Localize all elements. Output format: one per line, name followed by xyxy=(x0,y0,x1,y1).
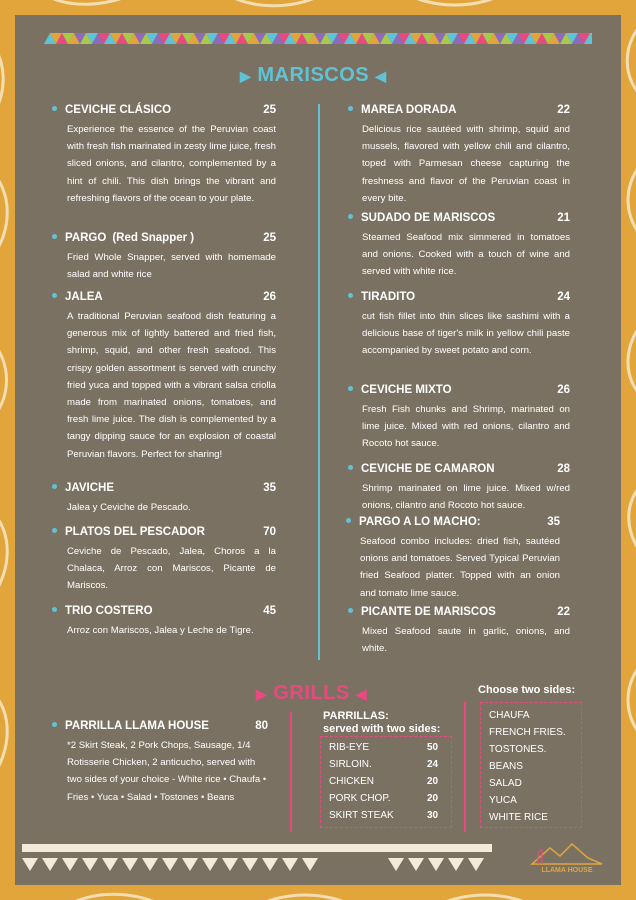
item-subname: (Red Snapper ) xyxy=(112,232,195,244)
arrow-left-icon: ◀ xyxy=(375,68,387,84)
item-description: Shrimp marinated on lime juice. Mixed w/red onions, cilantro and Rocoto hot sauce. xyxy=(362,483,570,512)
bottom-triangle xyxy=(428,858,444,871)
bottom-triangle-border xyxy=(22,858,522,872)
item-description: Fresh Fish chunks and Shrimp, marinated on lime juice. Mixed with red onions, cilantro and Rocoto hot sauce. xyxy=(362,404,570,450)
bottom-triangle xyxy=(82,858,98,871)
bottom-triangle xyxy=(262,858,278,871)
parrilla-price: 20 xyxy=(427,793,439,804)
menu-item-trio-costero xyxy=(52,605,276,639)
item-description: Mixed Seafood saute in garlic, onions, and white. xyxy=(362,626,570,655)
bullet-icon xyxy=(52,607,57,612)
item-name: PICANTE DE MARISCOS xyxy=(361,606,496,618)
mariscos-section-title: ▶ MARISCOS ◀ xyxy=(240,64,387,86)
bottom-triangle xyxy=(122,858,138,871)
parrilla-name: SIRLOIN. xyxy=(329,759,372,770)
item-description: Fried Whole Snapper, served with homemade salad and white rice xyxy=(67,252,276,281)
item-price: 25 xyxy=(263,104,276,116)
item-price: 35 xyxy=(263,482,276,494)
top-triangle-banner xyxy=(44,33,592,44)
menu-item-ceviche-de-camaron xyxy=(348,463,570,514)
side-item: WHITE RICE xyxy=(489,812,548,823)
bottom-triangle xyxy=(182,858,198,871)
parrilla-row xyxy=(329,807,451,824)
menu-item-jalea xyxy=(52,291,276,463)
parrilla-price: 24 xyxy=(427,759,439,770)
bullet-icon xyxy=(52,106,57,111)
item-price: 22 xyxy=(557,606,570,618)
item-description: Ceviche de Pescado, Jalea, Choros a la Chalaca, Arroz con Mariscos, Picante de Mariscos. xyxy=(67,546,276,592)
item-description: *2 Skirt Steak, 2 Pork Chops, Sausage, 1/4 Rotisserie Chicken, 2 anticucho, served with two sides of your choice - White rice • Chaufa • Fries • Yuca • Salad • Tostones • Beans xyxy=(67,740,267,803)
bullet-icon xyxy=(52,722,57,727)
bottom-triangle xyxy=(22,858,38,871)
parrillas-price-list xyxy=(320,736,452,828)
item-name: JAVICHE xyxy=(65,482,114,494)
arrow-right-icon: ▶ xyxy=(240,68,252,84)
item-name: PLATOS DEL PESCADOR xyxy=(65,526,205,538)
item-description: Seafood combo includes: dried fish, sautéed onions and tomatoes. Served Typical Peruvian fried Seafood platter. Topped with an onion and tomato lime sauce. xyxy=(360,536,560,599)
bottom-triangle xyxy=(242,858,258,871)
menu-item-picante-de-mariscos xyxy=(348,606,570,657)
logo-text: LLAMA HOUSE xyxy=(541,867,593,874)
side-item: CHAUFA xyxy=(489,710,530,721)
bottom-triangle xyxy=(202,858,218,871)
parrilla-row xyxy=(329,756,451,773)
item-price: 45 xyxy=(263,605,276,617)
sides-title: Choose two sides: xyxy=(478,684,576,696)
bullet-icon xyxy=(348,608,353,613)
bottom-triangle xyxy=(42,858,58,871)
item-price: 28 xyxy=(557,463,570,475)
item-name: JALEA xyxy=(65,291,103,303)
parrilla-name: CHICKEN xyxy=(329,776,375,787)
menu-item-ceviche-clasico xyxy=(52,104,276,207)
item-name: SUDADO DE MARISCOS xyxy=(361,212,496,224)
item-price: 24 xyxy=(557,291,570,303)
bottom-triangle xyxy=(102,858,118,871)
menu-item-marea-dorada xyxy=(348,104,570,207)
arrow-left-icon: ◀ xyxy=(355,686,368,702)
bullet-icon xyxy=(348,465,353,470)
item-price: 35 xyxy=(547,516,560,528)
bottom-triangle xyxy=(448,858,464,871)
parrilla-row xyxy=(329,790,451,807)
parrilla-price: 30 xyxy=(427,810,439,821)
item-name: MAREA DORADA xyxy=(361,104,457,116)
item-price: 25 xyxy=(263,232,276,244)
item-price: 70 xyxy=(263,526,276,538)
menu-item-parrilla-llama-house xyxy=(52,720,268,806)
menu-item-tiradito xyxy=(348,291,570,360)
grills-divider-left xyxy=(290,712,292,832)
item-name: PARGO A LO MACHO: xyxy=(359,516,481,528)
grills-section-title: ▶ GRILLS ◀ xyxy=(256,682,368,704)
bottom-triangle xyxy=(142,858,158,871)
bottom-triangle xyxy=(408,858,424,871)
bottom-bar xyxy=(22,844,492,852)
parrilla-row xyxy=(329,773,451,790)
bullet-icon xyxy=(52,234,57,239)
menu-item-platos-del-pescador xyxy=(52,526,276,595)
bullet-icon xyxy=(348,214,353,219)
item-description: Jalea y Ceviche de Pescado. xyxy=(67,502,191,513)
item-price: 22 xyxy=(557,104,570,116)
bottom-triangle xyxy=(302,858,318,871)
bullet-icon xyxy=(52,484,57,489)
parrilla-name: RIB-EYE xyxy=(329,742,370,753)
bottom-triangle xyxy=(282,858,298,871)
item-price: 26 xyxy=(557,384,570,396)
item-price: 21 xyxy=(557,212,570,224)
item-name: TRIO COSTERO xyxy=(65,605,153,617)
parrillas-title: PARRILLAS: served with two sides: xyxy=(323,710,441,735)
item-name: TIRADITO xyxy=(361,291,416,303)
bottom-triangle xyxy=(162,858,178,871)
item-description: cut fish fillet into thin slices like sashimi with a delicious base of tiger's milk in yellow chili paste accompanied by sweet potato and corn. xyxy=(362,311,570,357)
parrilla-row xyxy=(329,739,451,756)
parrilla-price: 20 xyxy=(427,776,439,787)
bullet-icon xyxy=(348,386,353,391)
menu-item-javiche xyxy=(52,482,276,516)
item-name: CEVICHE CLÁSICO xyxy=(65,104,172,116)
side-item: BEANS xyxy=(489,761,523,772)
item-name: CEVICHE MIXTO xyxy=(361,384,452,396)
parrilla-name: PORK CHOP. xyxy=(329,793,391,804)
item-description: Experience the essence of the Peruvian coast with fresh fish marinated in zesty lime juice, fresh sliced onions, and cilantro, complemented by a hint of chili. This dish brings the vibrant and refreshing flavors of the ocean to your plate. xyxy=(67,124,276,204)
item-name: PARGO xyxy=(65,232,107,244)
side-item: YUCA xyxy=(489,795,517,806)
item-description: Arroz con Mariscos, Jalea y Leche de Tigre. xyxy=(67,625,254,636)
menu-item-pargo xyxy=(52,232,276,283)
bullet-icon xyxy=(52,293,57,298)
llama-house-logo xyxy=(528,838,606,876)
bullet-icon xyxy=(348,293,353,298)
menu-item-ceviche-mixto xyxy=(348,384,570,453)
parrilla-name: SKIRT STEAK xyxy=(329,810,394,821)
bottom-triangle xyxy=(388,858,404,871)
menu-item-pargo-a-lo-macho xyxy=(346,516,560,602)
item-name: PARRILLA LLAMA HOUSE xyxy=(65,720,209,732)
item-description: Delicious rice sautéed with shrimp, squid and mussels, flavored with yellow chili and cilantro, toped with Parmesan cheese capturing the freshness and flavor of the Peruvian coast in every bite. xyxy=(362,124,570,204)
item-price: 26 xyxy=(263,291,276,303)
item-description: A traditional Peruvian seafood dish featuring a generous mix of lightly battered and fried fish, shrimp, squid, and other fresh seafood. This crispy golden assortment is served with crunchy fried yuca and topped with a vibrant salsa criolla made from marinated onions, tomatoes, and fresh lime juice. The dish is complemented by a tangy dipping sauce for an explosion of coastal Peruvian flavors. Perfect for sharing! xyxy=(67,311,276,460)
side-item: FRENCH FRIES. xyxy=(489,727,566,738)
arrow-right-icon: ▶ xyxy=(256,686,268,702)
sides-list xyxy=(480,702,582,828)
bottom-triangle xyxy=(468,858,484,871)
parrilla-price: 50 xyxy=(427,742,439,753)
item-description: Steamed Seafood mix simmered in tomatoes and onions. Cooked with a touch of wine and served with white rice. xyxy=(362,232,570,278)
side-item: TOSTONES. xyxy=(489,744,547,755)
menu-item-sudado-de-mariscos xyxy=(348,212,570,281)
item-price: 80 xyxy=(255,720,268,732)
bullet-icon xyxy=(346,518,351,523)
grills-divider-right xyxy=(464,702,466,832)
bottom-triangle xyxy=(62,858,78,871)
item-name: CEVICHE DE CAMARON xyxy=(361,463,495,475)
bullet-icon xyxy=(348,106,353,111)
bullet-icon xyxy=(52,528,57,533)
side-item: SALAD xyxy=(489,778,522,789)
column-divider xyxy=(318,104,320,660)
bottom-triangle xyxy=(222,858,238,871)
